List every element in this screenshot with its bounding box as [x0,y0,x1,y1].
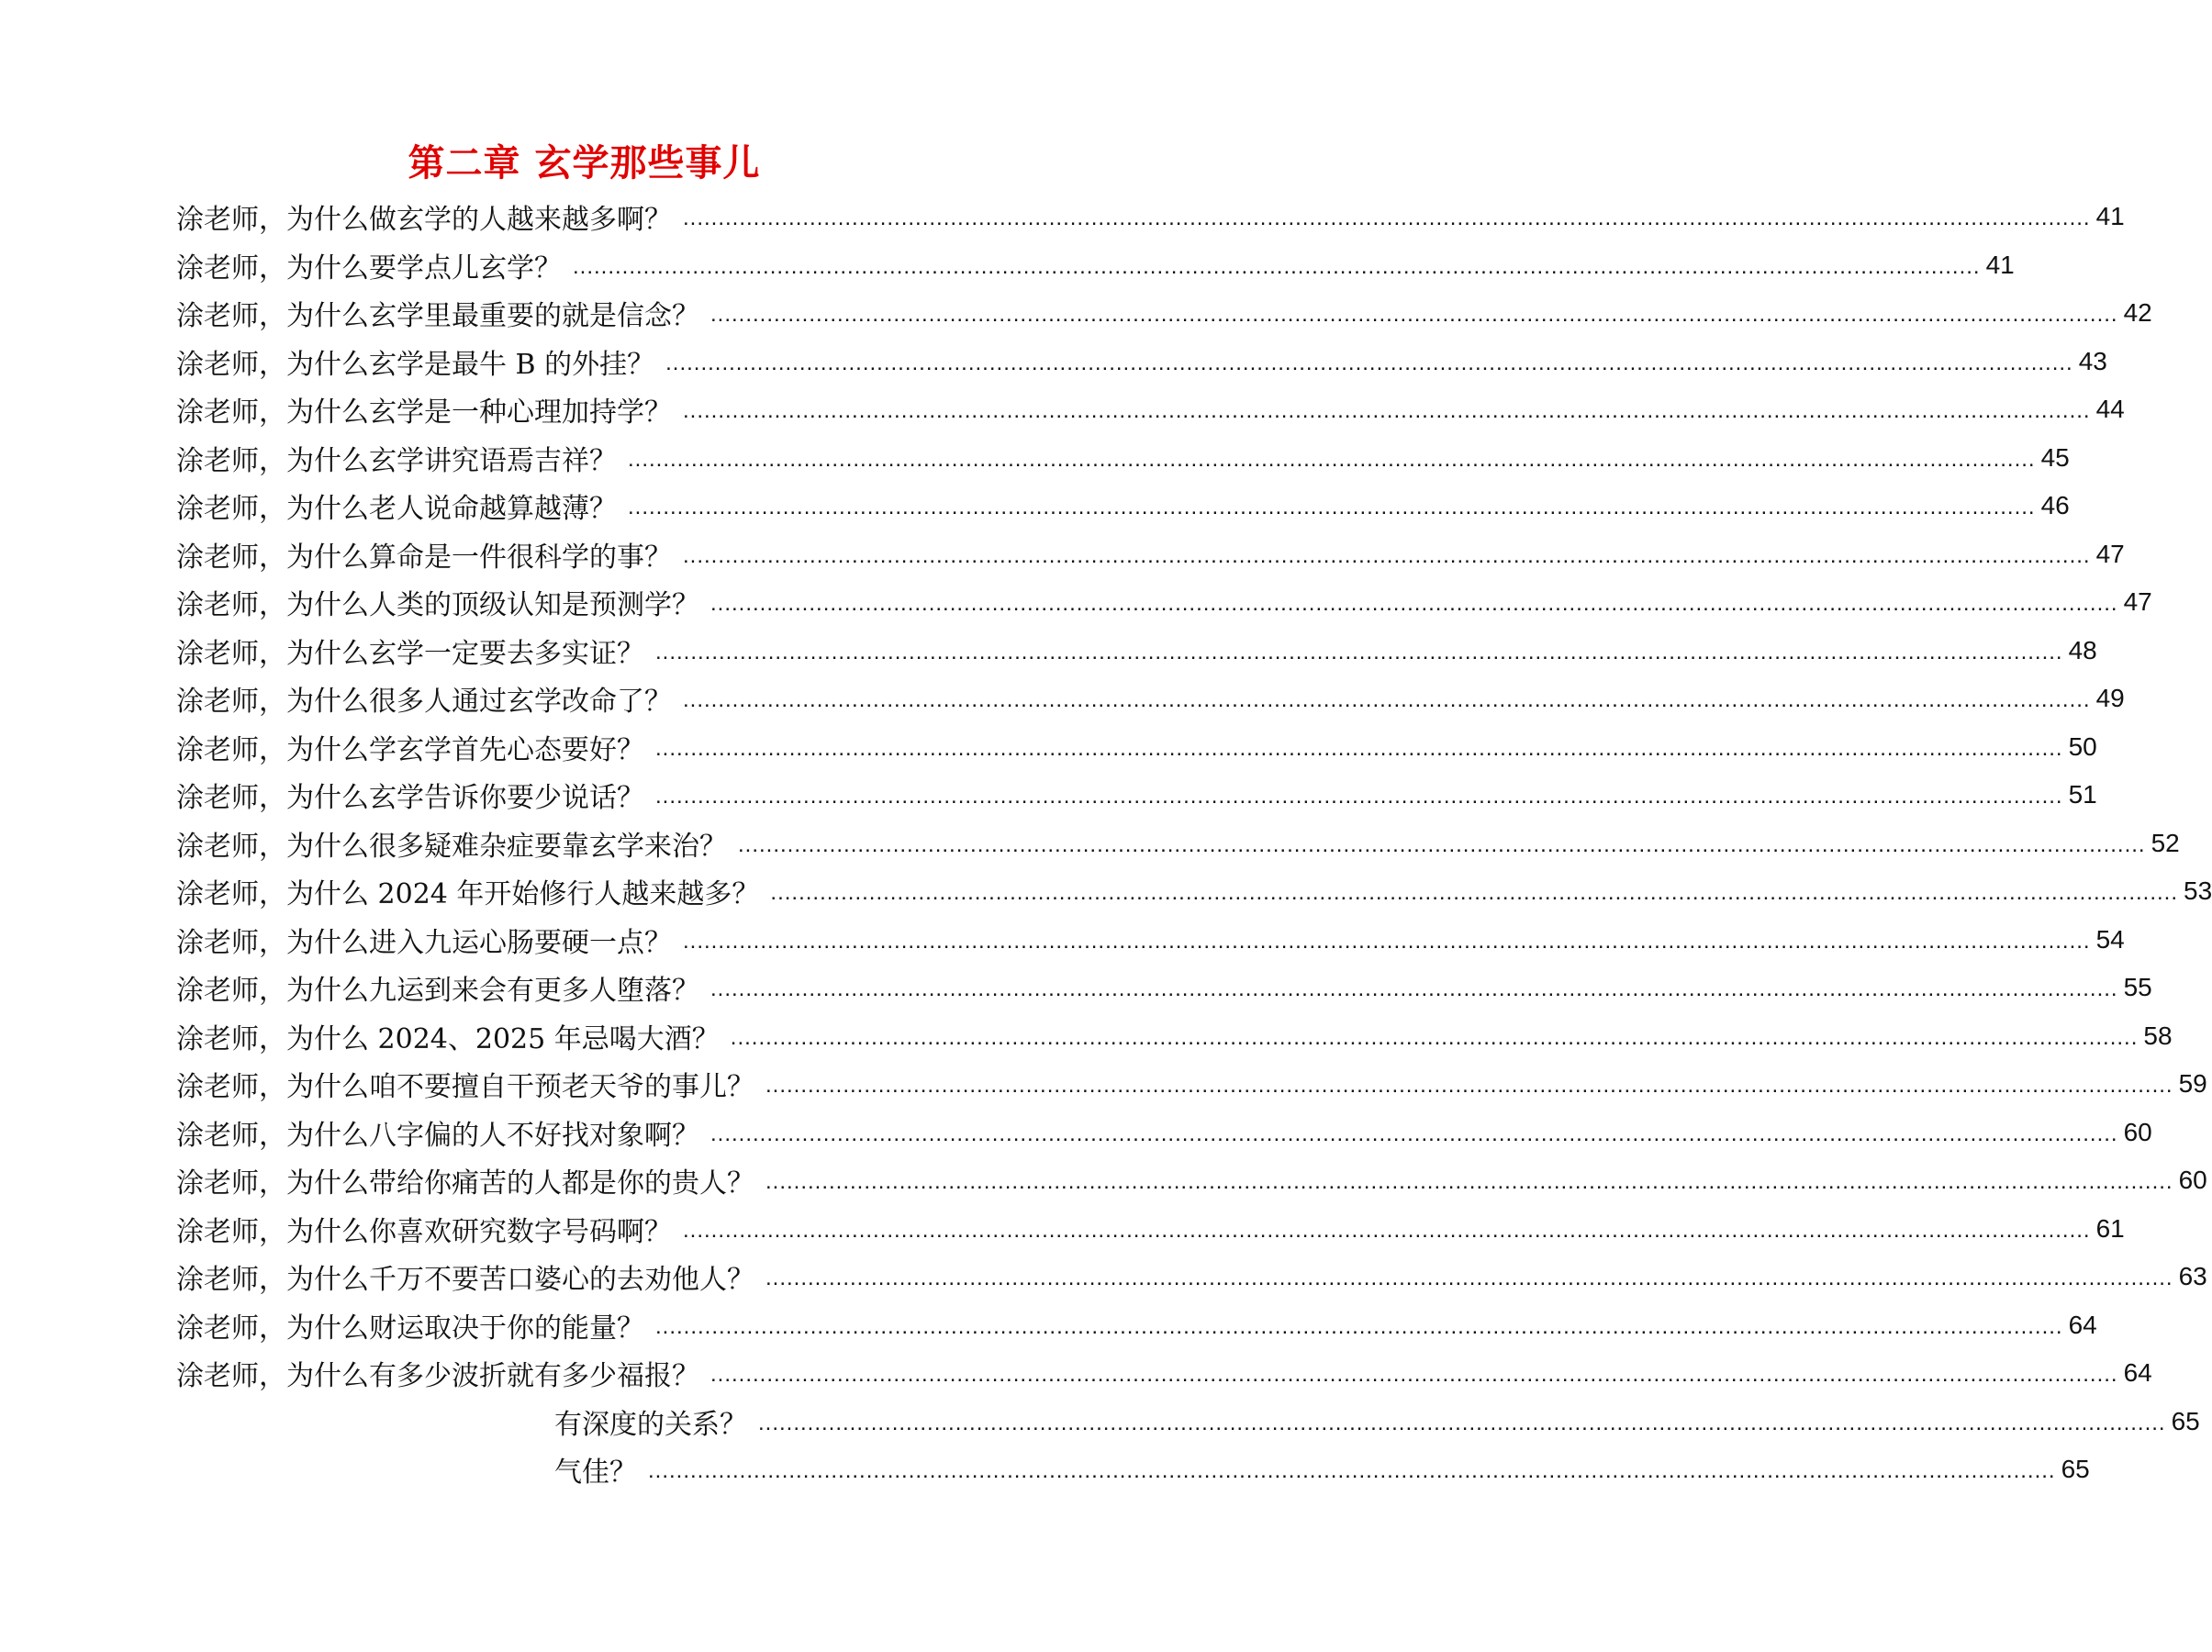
toc-entry-title: 涂老师，为什么 2024 年开始修行人越来越多？ [176,878,760,911]
toc-entry-title: 涂老师，为什么玄学是一种心理加持学？ [176,396,672,430]
toc-page-number: 61 [2095,1213,2125,1243]
dot-leader: ........................................................................................................................................................................................................ [710,591,2118,617]
toc-entry[interactable] [176,338,2107,386]
toc-entry[interactable] [176,1253,2207,1301]
dot-leader: ........................................................................................................................................................................................................ [683,1217,2091,1243]
toc-entry[interactable] [176,578,2152,627]
dot-leader: ........................................................................................................................................................................................................ [683,687,2091,713]
toc-page-number: 47 [2123,587,2152,617]
toc-page-number: 49 [2095,684,2125,713]
toc-page-number: 58 [2143,1021,2173,1050]
toc-entry-title: 涂老师，为什么人类的顶级认知是预测学？ [176,589,699,622]
toc-page-number: 55 [2123,973,2152,1002]
toc-entry[interactable] [176,1156,2207,1205]
dot-leader: ........................................................................................................................................................................................................ [765,1073,2173,1099]
toc-entry-title: 涂老师，为什么八字偏的人不好找对象啊？ [176,1119,699,1152]
toc-entry-title: 气佳？ [554,1457,637,1490]
dot-leader: ........................................................................................................................................................................................................ [683,206,2091,231]
toc-entry-title: 涂老师，为什么很多疑难杂症要靠玄学来治？ [176,830,727,863]
toc-entry-title: 涂老师，为什么要学点儿玄学？ [176,251,562,285]
toc-page-number: 46 [2040,491,2070,520]
toc-entry[interactable] [176,820,2180,868]
dot-leader: ........................................................................................................................................................................................................ [730,1024,2139,1050]
toc-page-number: 48 [2068,635,2097,664]
toc-page-number: 42 [2123,298,2152,328]
toc-entry-title: 涂老师，为什么 2024、2025 年忌喝大酒？ [176,1022,720,1055]
toc-entry[interactable] [176,1398,2200,1446]
toc-entry-title: 涂老师，为什么财运取决于你的能量？ [176,1312,644,1345]
dot-leader: ........................................................................................................................................................................................................ [765,1169,2173,1195]
toc-entry[interactable] [176,385,2125,434]
toc-page-number: 43 [2078,346,2107,375]
toc-page-number: 60 [2123,1117,2152,1146]
toc-page-number: 50 [2068,731,2097,761]
dot-leader: ........................................................................................................................................................................................................ [770,880,2179,906]
dot-leader: ........................................................................................................................................................................................................ [573,253,1981,279]
dot-leader: ........................................................................................................................................................................................................ [655,784,2063,809]
toc-entry[interactable] [176,530,2125,579]
toc-entry-title: 涂老师，为什么很多人通过玄学改命了？ [176,686,672,719]
toc-page-number: 45 [2040,442,2070,472]
dot-leader: ........................................................................................................................................................................................................ [758,1410,2166,1435]
dot-leader: ........................................................................................................................................................................................................ [655,639,2063,664]
toc-page-number: 41 [1985,250,2015,279]
dot-leader: ........................................................................................................................................................................................................ [655,735,2063,761]
toc-entry-title: 涂老师，为什么咱不要擅自干预老天爷的事儿？ [176,1071,754,1104]
toc-entry[interactable] [176,1205,2125,1254]
toc-entry[interactable] [176,964,2152,1012]
toc-entry[interactable] [176,723,2097,772]
toc-entry-title: 涂老师，为什么九运到来会有更多人堕落？ [176,975,699,1008]
toc-page-number: 63 [2178,1262,2207,1291]
toc-entry[interactable] [176,1301,2097,1350]
toc-entry-title: 涂老师，为什么老人说命越算越薄？ [176,493,617,526]
toc-page-number: 53 [2184,876,2212,906]
toc-entry-title: 涂老师，为什么玄学告诉你要少说话？ [176,782,644,815]
dot-leader: ........................................................................................................................................................................................................ [628,446,2036,472]
chapter-title: 第二章 玄学那些事儿 [408,142,761,184]
toc-page-number: 52 [2151,828,2180,857]
dot-leader: ........................................................................................................................................................................................................ [683,542,2091,568]
dot-leader: ........................................................................................................................................................................................................ [683,398,2091,424]
toc-entry[interactable] [176,482,2070,530]
dot-leader: ........................................................................................................................................................................................................ [710,302,2118,328]
toc-page-number: 47 [2095,539,2125,568]
toc-entry-title: 涂老师，为什么玄学里最重要的就是信念？ [176,300,699,333]
toc-entry-title: 涂老师，为什么玄学一定要去多实证？ [176,637,644,670]
toc-entry[interactable] [176,771,2097,820]
toc-entry-title: 涂老师，为什么带给你痛苦的人都是你的贵人？ [176,1167,754,1200]
toc-page-number: 51 [2068,780,2097,809]
dot-leader: ........................................................................................................................................................................................................ [710,1362,2118,1388]
toc-page-number: 65 [2171,1406,2200,1435]
toc-entry[interactable] [176,867,2212,916]
toc-page-number: 60 [2178,1166,2207,1195]
dot-leader: ........................................................................................................................................................................................................ [628,495,2036,520]
toc-page-number: 64 [2068,1310,2097,1339]
toc-entry-title: 涂老师，为什么做玄学的人越来越多啊？ [176,204,672,237]
toc-entry[interactable] [176,241,2015,290]
toc-entry-title: 有深度的关系？ [554,1408,747,1441]
toc-entry-title: 涂老师，为什么算命是一件很科学的事？ [176,541,672,574]
dot-leader: ........................................................................................................................................................................................................ [765,1266,2173,1291]
toc-page-number: 44 [2095,395,2125,424]
dot-leader: ........................................................................................................................................................................................................ [710,977,2118,1002]
dot-leader: ........................................................................................................................................................................................................ [648,1458,2056,1484]
toc-entry[interactable] [176,1060,2207,1109]
toc-entry[interactable] [176,627,2097,675]
toc-entry[interactable] [176,434,2070,483]
toc-entry-title: 涂老师，为什么进入九运心肠要硬一点？ [176,926,672,959]
toc-entry-title: 涂老师，为什么你喜欢研究数字号码啊？ [176,1215,672,1248]
dot-leader: ........................................................................................................................................................................................................ [738,832,2146,857]
toc-entry[interactable] [176,1012,2173,1061]
toc-entry-title: 涂老师，为什么玄学是最牛 B 的外挂？ [176,348,655,381]
toc-entry[interactable] [176,916,2125,965]
toc-page-number: 41 [2095,202,2125,231]
dot-leader: ........................................................................................................................................................................................................ [710,1121,2118,1146]
dot-leader: ........................................................................................................................................................................................................ [665,350,2073,375]
dot-leader: ........................................................................................................................................................................................................ [683,928,2091,954]
toc-entry[interactable] [176,1349,2152,1398]
toc-page-number: 65 [2061,1455,2090,1484]
toc-entry-title: 涂老师，为什么玄学讲究语焉吉祥？ [176,444,617,477]
toc-entry-title: 涂老师，为什么有多少波折就有多少福报？ [176,1360,699,1393]
toc-entry[interactable] [176,1446,2090,1494]
table-of-contents [176,193,2212,1494]
toc-entry[interactable] [176,193,2125,241]
dot-leader: ........................................................................................................................................................................................................ [655,1313,2063,1339]
toc-entry-title: 涂老师，为什么学玄学首先心态要好？ [176,733,644,766]
toc-entry[interactable] [176,1109,2152,1157]
toc-entry[interactable] [176,289,2152,338]
toc-page-number: 54 [2095,924,2125,954]
toc-page-number: 64 [2123,1358,2152,1388]
toc-page-number: 59 [2178,1069,2207,1099]
toc-entry[interactable] [176,675,2125,723]
toc-entry-title: 涂老师，为什么千万不要苦口婆心的去劝他人？ [176,1264,754,1297]
